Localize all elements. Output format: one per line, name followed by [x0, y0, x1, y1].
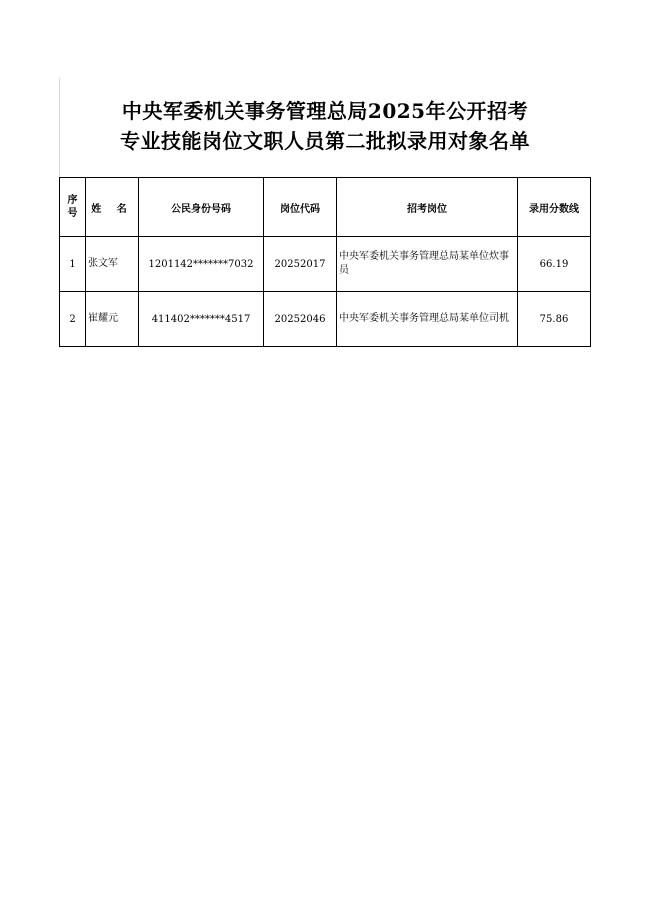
title-line-1: 中央军委机关事务管理总局2025年公开招考: [121, 99, 529, 123]
table-row: [60, 292, 591, 347]
candidate-table: [59, 177, 591, 347]
header-position: 招考岗位: [337, 178, 518, 237]
header-name: 姓 名: [86, 178, 139, 237]
cell-id-number: 1201142*******7032: [139, 237, 264, 292]
document-title: [60, 96, 590, 156]
header-seq: [60, 178, 86, 237]
header-score-line: 录用分数线: [518, 178, 591, 237]
header-seq-bottom: 号: [67, 208, 78, 219]
cell-name: 崔耀元: [86, 292, 139, 347]
table-row: [60, 237, 591, 292]
cell-score: 66.19: [518, 237, 591, 292]
cell-position: 中央军委机关事务管理总局某单位炊事员: [337, 237, 518, 292]
cell-score: 75.86: [518, 292, 591, 347]
cell-position-code: 20252017: [264, 237, 337, 292]
cell-seq: 1: [60, 237, 86, 292]
cell-seq: 2: [60, 292, 86, 347]
cell-position-code: 20252046: [264, 292, 337, 347]
header-position-code: 岗位代码: [264, 178, 337, 237]
title-line-2: 专业技能岗位文职人员第二批拟录用对象名单: [120, 129, 530, 153]
header-seq-top: 序: [67, 195, 78, 206]
cell-position: 中央军委机关事务管理总局某单位司机: [337, 292, 518, 347]
table-header-row: [60, 178, 591, 237]
header-id-number: 公民身份号码: [139, 178, 264, 237]
cell-id-number: 411402*******4517: [139, 292, 264, 347]
cell-name: 张文军: [86, 237, 139, 292]
